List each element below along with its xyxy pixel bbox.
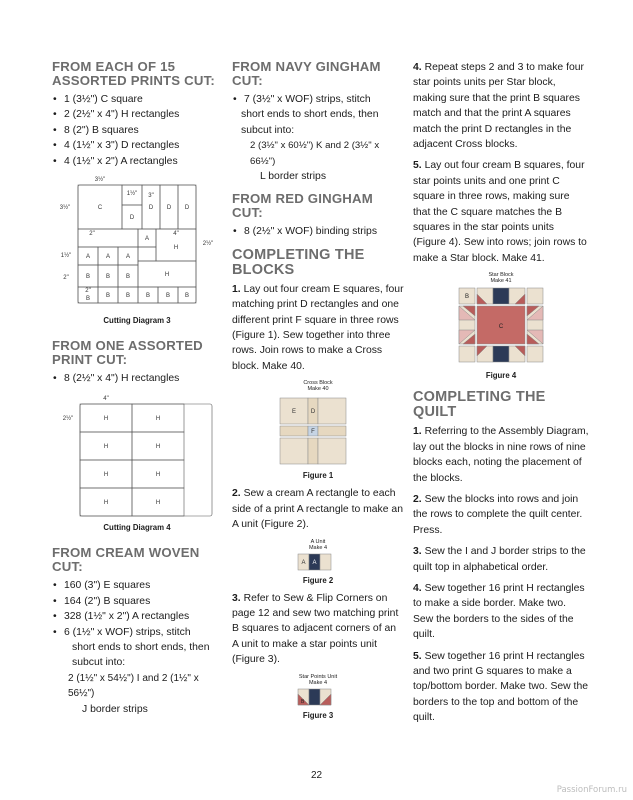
page-number: 22 [310, 770, 323, 781]
list-continuation: subcut into: [241, 124, 295, 136]
caption-figure-2: Figure 2 [302, 575, 334, 585]
piece-label: B [85, 296, 91, 303]
piece-label: A [301, 559, 306, 566]
list-item: • 4 (1½" x 2") A rectangles [52, 154, 222, 169]
piece-label: B [301, 698, 305, 705]
dim-label: 3½" [59, 205, 71, 212]
heading-red-gingham: FROM RED GINGHAM CUT: [232, 191, 373, 221]
subcut-line: J border strips [82, 703, 148, 715]
step-4 [413, 60, 589, 152]
piece-label: D [129, 215, 135, 222]
piece-label: H [155, 500, 161, 507]
dim-label: 4" [173, 231, 179, 238]
piece-label: D [166, 205, 172, 212]
quilt-step-2 [413, 492, 589, 538]
step-text: Lay out four cream E squares, four matching print D rectangles and one different print F square in three rows (Figure 1). Sew together into three rows. Join rows to make a Cross block. Make 40. [232, 283, 404, 372]
piece-label: F [311, 429, 315, 436]
quilt-step-3 [413, 544, 589, 575]
subcut-line: L border strips [260, 171, 327, 183]
piece-label: B [145, 293, 151, 300]
column-2 [232, 60, 404, 720]
figure-3-subtitle: Make 4 [308, 679, 328, 686]
piece-label: A [125, 254, 131, 261]
step-text: Sew together 16 print H rectangles and two print G squares to make a top/bottom border. Make two. Sew the borders to the top and bottom of the quilt. [413, 650, 589, 724]
step-text: Refer to Sew & Flip Corners on page 12 and sew two matching print B squares to adjacent corners of an A unit to make a star points unit (Figure 3). [232, 592, 399, 666]
piece-label: H [155, 416, 161, 423]
piece-label: B [105, 274, 111, 281]
step-text: Referring to the Assembly Diagram, lay out the blocks in nine rows of nine blocks each, noting the placement of the blocks. [413, 426, 589, 484]
figure-3-star-points-unit [232, 686, 404, 708]
piece-label: C [97, 205, 103, 212]
subcut-line: 2 (3½" x 60½") K and 2 (3½" x 66½") [250, 140, 380, 167]
column-1 [52, 60, 222, 717]
step-3 [232, 591, 404, 668]
piece-label: B [85, 274, 91, 281]
list-item: • 8 (2½" x WOF) binding strips [232, 224, 404, 239]
step-number: 5. [413, 650, 422, 662]
piece-label: D [184, 205, 190, 212]
piece-label: D [148, 205, 154, 212]
step-number: 2. [413, 493, 422, 505]
step-number: 2. [232, 488, 241, 500]
figure-1-subtitle: Make 40 [307, 386, 329, 393]
piece-label: H [164, 272, 170, 279]
piece-label: B [125, 293, 131, 300]
figure-1-title: Cross Block [303, 380, 333, 387]
step-text: Repeat steps 2 and 3 to make four star points units per Star block, making sure that the print B squares match and that the print A squares match the print D rectangles in the adjacent Cross blocks. [413, 62, 584, 151]
caption-figure-1: Figure 1 [302, 471, 334, 481]
step-text: Sew together 16 print H rectangles to make a side border. Make two. Sew the borders to the sides of the quilt. [413, 582, 585, 641]
quilt-step-5 [413, 649, 589, 726]
column-3 [413, 60, 589, 732]
step-2 [232, 486, 404, 532]
piece-label: H [155, 472, 161, 479]
list-item: • 328 (1½" x 2") A rectangles [52, 609, 222, 624]
dim-label: 1½" [126, 191, 138, 198]
list-item: • 1 (3½") C square [52, 92, 222, 107]
caption-figure-4: Figure 4 [485, 371, 517, 381]
figure-4-star-block [413, 284, 589, 368]
step-number: 1. [413, 426, 422, 438]
step-5 [413, 158, 589, 266]
heading-cream-woven: FROM CREAM WOVEN CUT: [52, 545, 200, 575]
list-item: • 2 (2½" x 4") H rectangles [52, 107, 222, 122]
step-1 [232, 282, 404, 374]
step-number: 4. [413, 582, 422, 594]
piece-label: A [105, 254, 111, 261]
heading-one-assorted-print: FROM ONE ASSORTED PRINT CUT: [52, 338, 203, 368]
step-text: Lay out four cream B squares, four star points units and one print C square in three rows, making sure that the C square matches the B squares in the star points units (Figure 4). Sew into rows; join rows to make a Star block. Make 41. [413, 160, 587, 264]
cutting-diagram-3 [52, 173, 222, 313]
list-item: • 6 (1½" x WOF) strips, stitch [52, 625, 222, 640]
dim-label: 2" [85, 288, 91, 295]
list-item: • 160 (3") E squares [52, 578, 222, 593]
piece-label: C [498, 324, 504, 331]
figure-3-title: Star Points Unit [298, 673, 338, 680]
figure-4-title: Star Block [488, 272, 514, 279]
piece-label: H [173, 245, 179, 252]
piece-label: H [103, 500, 109, 507]
subcut-line: 2 (1½" x 54½") I and 2 (1½" x 56½") [68, 672, 199, 700]
dim-label: 3½" [94, 177, 106, 184]
piece-label: H [103, 416, 109, 423]
figure-4-subtitle: Make 41 [490, 278, 512, 285]
list-continuation: subcut into: [72, 657, 126, 669]
dim-label: 2½" [62, 416, 74, 423]
figure-1-cross-block [232, 392, 404, 468]
piece-label: B [125, 274, 131, 281]
piece-label: B [184, 293, 190, 300]
figure-2-a-unit [232, 551, 404, 573]
dim-label: 2" [89, 231, 95, 238]
figure-2-title: A Unit [310, 538, 326, 545]
piece-label: H [155, 444, 161, 451]
list-item: • 8 (2½" x 4") H rectangles [52, 371, 222, 386]
list-item: • 4 (1½" x 3") D rectangles [52, 138, 222, 153]
dim-label: 3" [148, 193, 154, 200]
piece-label: A [144, 236, 150, 243]
heading-completing-blocks: COMPLETING THE BLOCKS [232, 246, 365, 278]
cut-list-red-gingham [232, 224, 404, 239]
cut-list-assorted-prints [52, 92, 222, 169]
piece-label: H [103, 444, 109, 451]
piece-label: B [105, 293, 111, 300]
figure-2-subtitle: Make 4 [308, 544, 328, 551]
piece-label: B [464, 294, 470, 301]
heading-assorted-prints: FROM EACH OF 15 ASSORTED PRINTS CUT: [52, 59, 215, 88]
step-text: Sew a cream A rectangle to each side of a print A rectangle to make an A unit (Figure 2). [232, 488, 403, 531]
piece-label: H [103, 472, 109, 479]
step-number: 3. [413, 546, 422, 558]
piece-label: A [85, 254, 91, 261]
step-number: 1. [232, 283, 241, 295]
cut-list-one-assorted-print [52, 371, 222, 386]
piece-label: D [310, 409, 316, 416]
list-continuation: short ends to short ends, then [72, 642, 210, 654]
list-item: • 7 (3½" x WOF) strips, stitch [232, 92, 404, 107]
piece-label: E [291, 409, 297, 416]
list-item: • 8 (2") B squares [52, 123, 222, 138]
step-number: 5. [413, 160, 422, 172]
list-item: • 164 (2") B squares [52, 594, 222, 609]
cut-list-cream-woven [52, 578, 222, 640]
piece-label: B [165, 293, 171, 300]
watermark: PassionForum.ru [556, 785, 627, 795]
step-number: 4. [413, 62, 422, 73]
step-text: Sew the I and J border strips to the quilt top in alphabetical order. [413, 546, 586, 573]
heading-completing-quilt: COMPLETING THE QUILT [413, 389, 546, 421]
piece-label: A [312, 559, 317, 566]
dim-label: 2" [63, 275, 69, 282]
quilt-step-4 [413, 581, 589, 643]
list-continuation: short ends to short ends, then [241, 109, 379, 121]
caption-figure-3: Figure 3 [302, 710, 334, 720]
cut-list-navy-gingham [232, 92, 404, 107]
step-text: Sew the blocks into rows and join the rows to complete the quilt center. Press. [413, 493, 583, 536]
dim-label: 2½" [202, 241, 214, 248]
dim-label: 4" [103, 396, 109, 403]
step-number: 3. [232, 592, 241, 604]
dim-label: 1½" [60, 253, 72, 260]
cutting-diagram-4 [52, 390, 222, 520]
caption-cutting-diagram-3: Cutting Diagram 3 [103, 316, 171, 326]
quilt-step-1 [413, 424, 589, 486]
heading-navy-gingham: FROM NAVY GINGHAM CUT: [232, 59, 381, 88]
caption-cutting-diagram-4: Cutting Diagram 4 [103, 523, 171, 533]
